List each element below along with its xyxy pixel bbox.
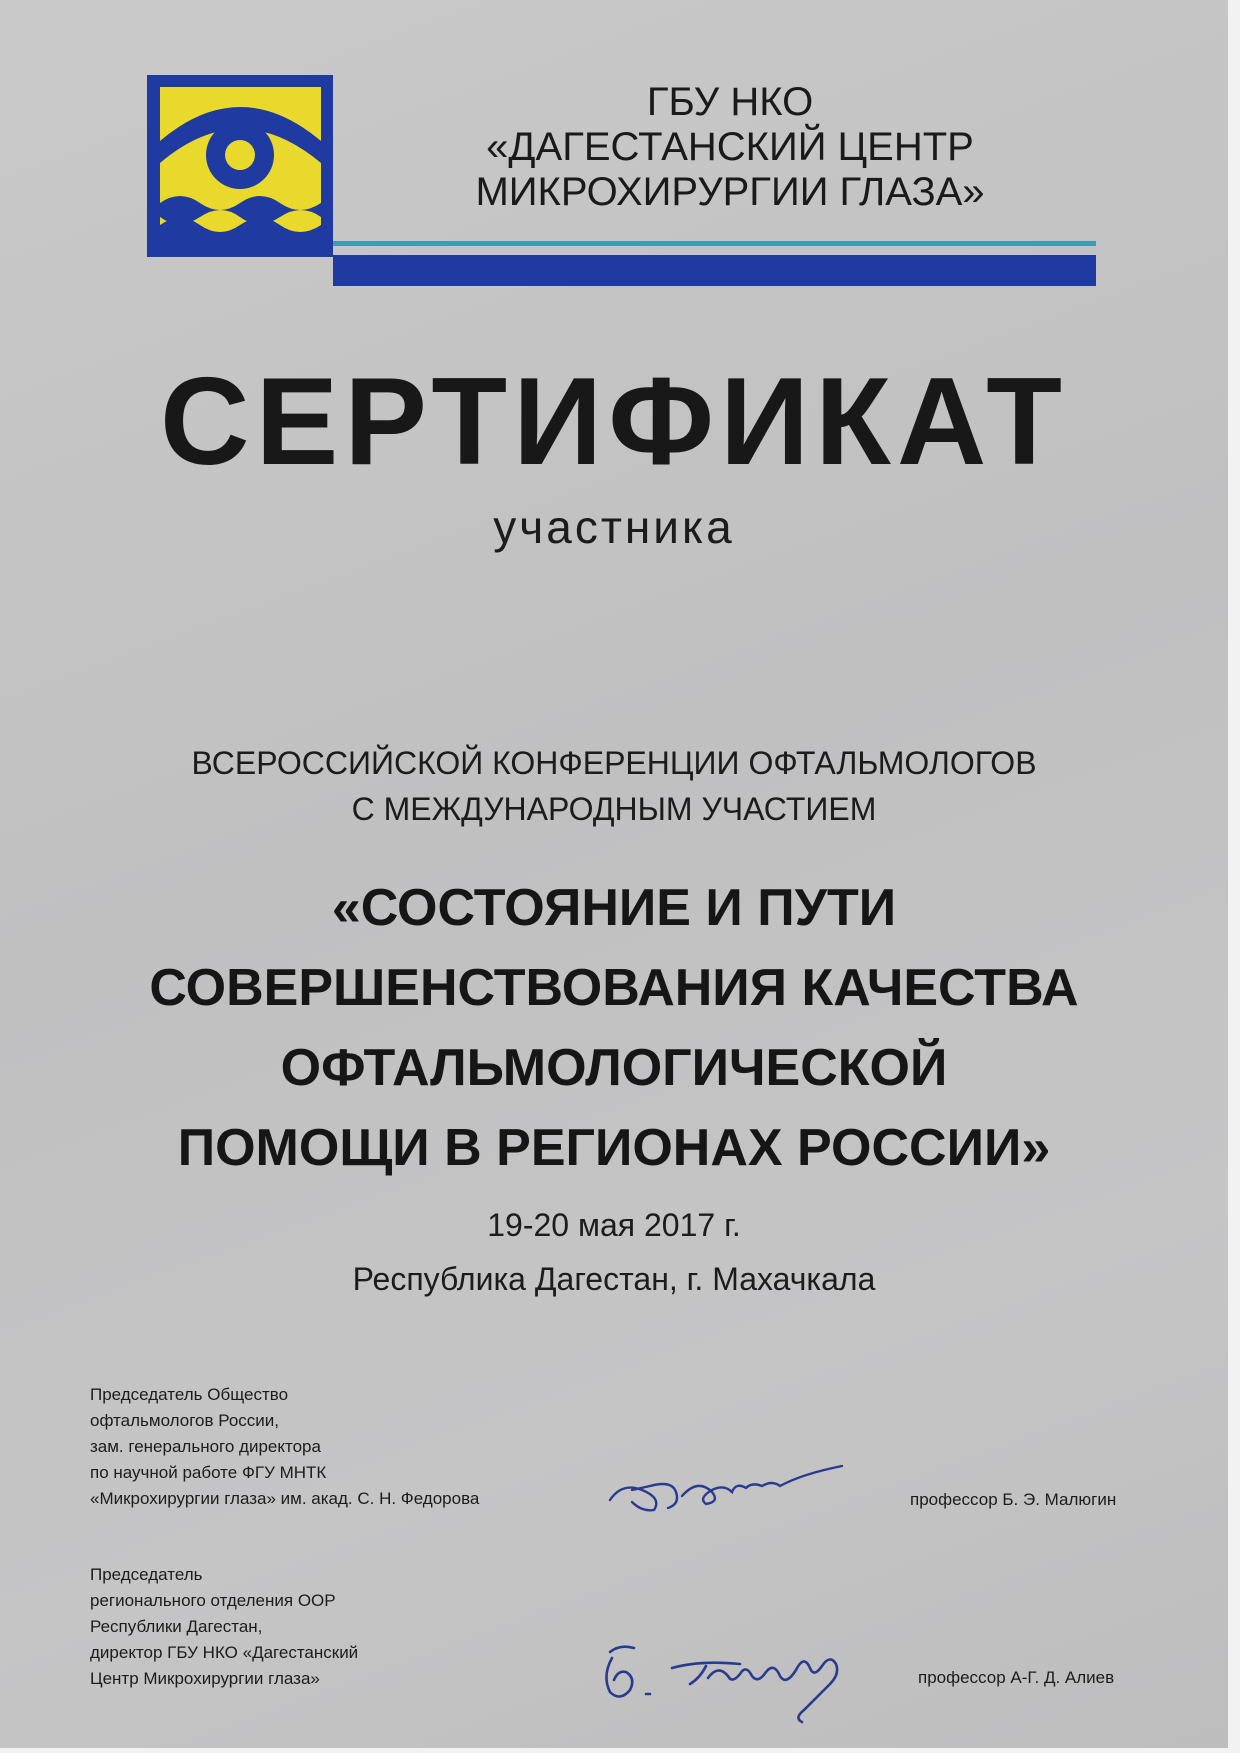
signatory-1-position <box>90 1382 570 1512</box>
signatory-1-line: «Микрохирургии глаза» им. акад. С. Н. Федорова <box>90 1489 480 1508</box>
certificate-subtitle: участника <box>493 501 735 553</box>
signatory-2-position <box>90 1562 570 1692</box>
signatory-1-line: Председатель Общество <box>90 1385 289 1404</box>
event-details <box>0 1198 1228 1306</box>
eye-logo-icon <box>147 75 333 257</box>
header-rule-thick <box>333 255 1096 286</box>
conference-line-1: ВСЕРОССИЙСКОЙ КОНФЕРЕНЦИИ ОФТАЛЬМОЛОГОВ <box>191 745 1037 781</box>
signatory-2-line: Центр Микрохирургии глаза» <box>90 1669 320 1688</box>
signatory-2-line: Республики Дагестан, <box>90 1617 263 1636</box>
event-place: Республика Дагестан, г. Махачкала <box>352 1261 876 1297</box>
conference-topic <box>0 868 1228 1188</box>
signatory-1-line: зам. генерального директора <box>90 1437 321 1456</box>
topic-line-4: ПОМОЩИ В РЕГИОНАХ РОССИИ» <box>177 1119 1051 1177</box>
organization-name <box>420 80 1040 215</box>
organization-line-2: «ДАГЕСТАНСКИЙ ЦЕНТР <box>486 125 974 169</box>
conference-line-2: С МЕЖДУНАРОДНЫМ УЧАСТИЕМ <box>351 791 877 827</box>
signatory-2-line: Председатель <box>90 1565 203 1584</box>
signatory-2-line: регионального отделения ООР <box>90 1591 336 1610</box>
certificate-title: СЕРТИФИКАТ <box>160 353 1068 491</box>
signatory-1-name: профессор Б. Э. Малюгин <box>910 1490 1117 1509</box>
organization-line-1: ГБУ НКО <box>646 80 814 124</box>
signatory-1-line: офтальмологов России, <box>90 1411 280 1430</box>
conference-name <box>0 740 1228 832</box>
header-rule-thin <box>333 241 1096 246</box>
signature-2-handwritten <box>590 1618 870 1728</box>
topic-line-1: «СОСТОЯНИЕ И ПУТИ <box>331 879 897 937</box>
signatory-1-line: по научной работе ФГУ МНТК <box>90 1463 327 1482</box>
organization-line-3: МИКРОХИРУРГИИ ГЛАЗА» <box>475 170 985 214</box>
event-dates: 19-20 мая 2017 г. <box>487 1207 741 1243</box>
signature-1-handwritten <box>602 1452 852 1522</box>
signatory-2-line: директор ГБУ НКО «Дагестанский <box>90 1643 359 1662</box>
signatory-2-name: профессор А-Г. Д. Алиев <box>918 1668 1115 1687</box>
topic-line-2: СОВЕРШЕНСТВОВАНИЯ КАЧЕСТВА <box>149 959 1079 1017</box>
topic-line-3: ОФТАЛЬМОЛОГИЧЕСКОЙ <box>280 1039 948 1097</box>
